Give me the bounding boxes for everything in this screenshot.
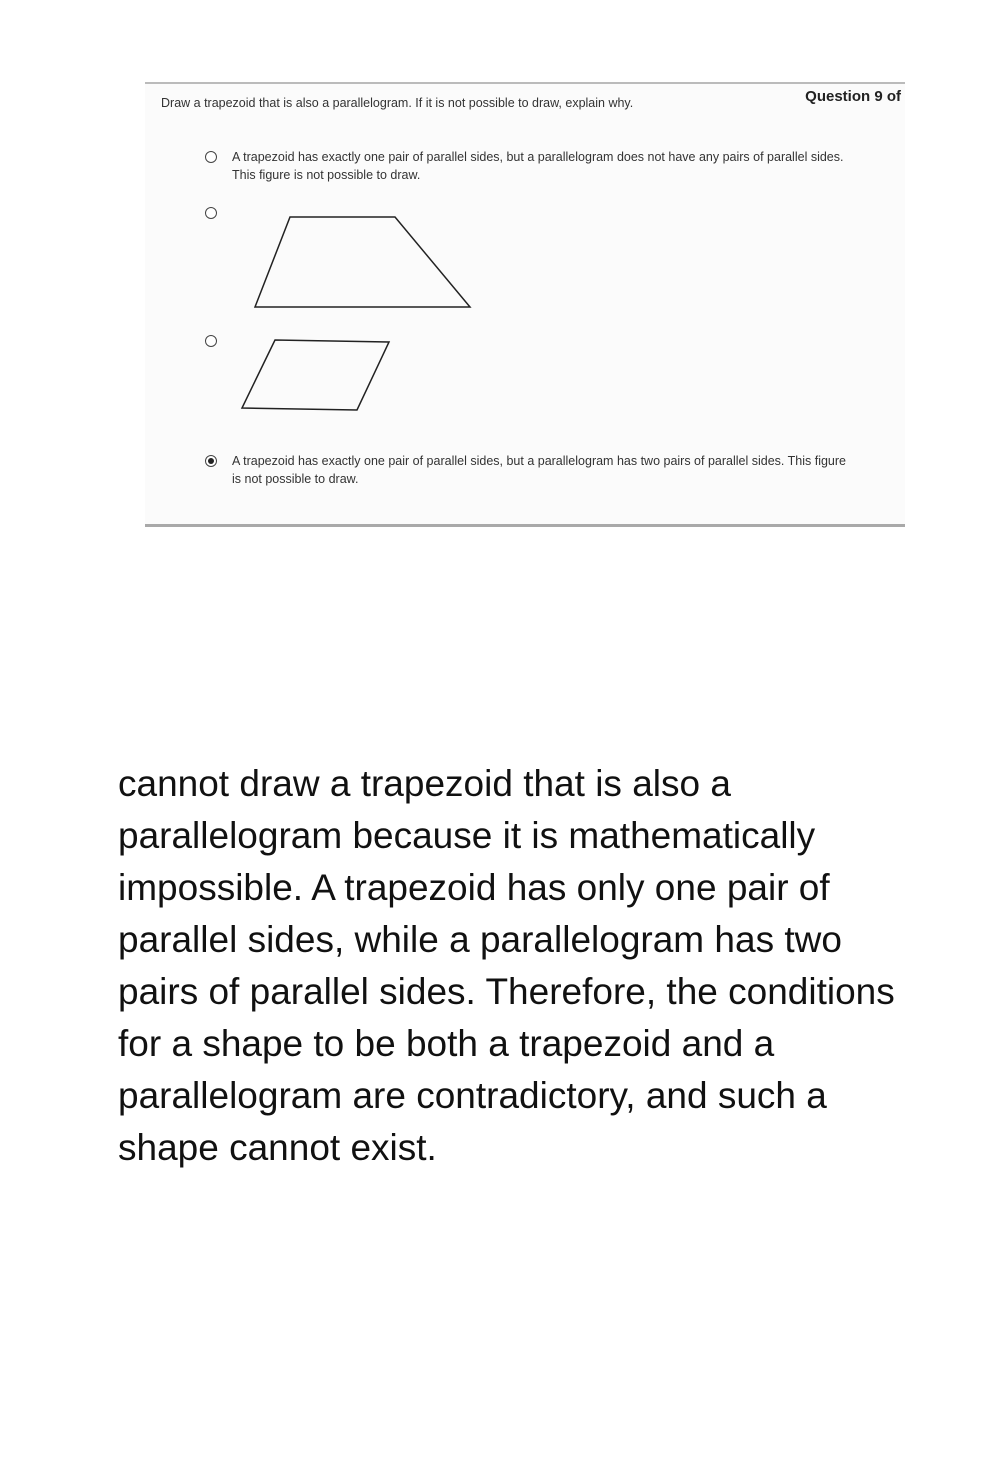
answer-text: cannot draw a trapezoid that is also a parallelogram because it is mathematically impossible. A trapezoid has only one pair of parallel sides, while a parallelogram has two pairs of parallel sides. Therefore, the conditions for a shape to be both a trapezoid and a parallelogram are contradictory, and such a shape cannot exist. — [118, 763, 895, 1168]
question-screenshot — [145, 82, 905, 527]
radio-option-c[interactable] — [205, 335, 217, 347]
option-a[interactable] — [205, 148, 855, 184]
option-d[interactable] — [205, 452, 855, 488]
option-a-text: A trapezoid has exactly one pair of parallel sides, but a parallelogram does not have any pairs of parallel sides. This figure is not possible to draw. — [232, 150, 844, 182]
trapezoid-figure — [245, 212, 485, 312]
radio-option-a[interactable] — [205, 151, 217, 163]
radio-option-b[interactable] — [205, 207, 217, 219]
radio-option-d-selected[interactable] — [205, 455, 217, 467]
question-number: Question 9 of — [805, 88, 901, 105]
question-prompt: Draw a trapezoid that is also a parallelogram. If it is not possible to draw, explain why. — [161, 96, 634, 110]
option-d-text: A trapezoid has exactly one pair of parallel sides, but a parallelogram has two pairs of parallel sides. This figure is not possible to draw. — [232, 454, 846, 486]
parallelogram-figure — [237, 336, 397, 416]
